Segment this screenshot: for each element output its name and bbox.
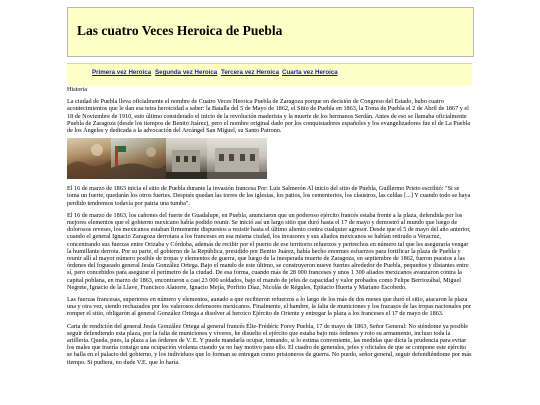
nav-link-tercera[interactable]: Tercera vez Heroica <box>221 69 280 76</box>
body-paragraph: Las fuerzas francesas, superiores en número y elementos, aunado a que recibieron refuerzos a lo largo de los más de dos meses que duró el sitio, atacaron la plaza una y otra vez, siendo rechazados por los valerosos defensores mexicanos. Finalmente, el hambre, la falta de municiones y los fracasos de las tropas nacionales por romper el sitio, obligaron al general González Ortega a disolver al heroico Ejército de Oriente y entregar la plaza a los franceses el 17 de mayo de 1863. <box>67 296 471 318</box>
building-photo-image <box>166 138 207 179</box>
body-paragraph: El 16 de marzo de 1863, los cañones del fuerte de Guadalupe, en Puebla, anunciaron que un poderoso ejército francés estaba frente a la plaza, defendida por los mejores elementos que el gobierno mexicano había podido reunir. Se inició así un largo sitio que duró hasta el 17 de mayo y demostró al mundo que luego de dolorosos reveses, los mexicanos estaban firmemente dispuestos a resistir hasta el último aliento contra cualquier agresor. Desde que el 5 de mayo del año anterior, cuando el general Ignacio Zaragoza derrotara a los franceses en esa misma ciudad, los invasores y sus aliados mexicanos se habían retirado a Veracruz, concentrando sus fuerzas entre Orizaba y Córdoba, además de recibir por el puerto de ese territorio refuerzos y pertrechos en número tal que les aseguraría vengar la humillante derrota. Por su parte, el gobierno de la República, presidido por Benito Juárez, había hecho enormes esfuerzos para fortificar la plaza de Puebla y reunir allí al mayor número posible de tropas y elementos de guerra, que luego de la inesperada muerte de Zaragoza, en septiembre de 1862, fueron puestos a las órdenes del fogueado general Jesús González Ortega. Bajo el mando de este último, se construyeron nueve fuertes alrededor de Puebla, pequeños y distantes entre sí, pero concebidos para asegurar el perímetro de la ciudad. De esa forma, cuando más de 28 000 franceses y unos 1 300 aliados mexicanos avanzaron contra la capital poblana, en marzo de 1863, encontraron a casi 23 000 soldados, bajo el mando de jefes de capacidad y valor probados como Felipe Berriozábal, Miguel Negrete, Ignacio de la Llave, Francisco Alatorre, Ignacio Mejía, Porfirio Díaz, Nicolás de Régules, Epitacio Huerta y Mariano Escobedo. <box>67 211 471 291</box>
nav-link-primera[interactable]: Primera vez Heroica <box>92 69 152 76</box>
body-paragraph: El 16 de marzo de 1863 inicia el sitio de Puebla durante la invasión francesa Por: Luis Salmerón Al inicio del sitio de Puebla, Guillermo Prieto escribió: "Si se toma un fuerte, quedarán los otros fuertes. Después quedan las torres de las iglesias, los patios, los cementerios, los claustros, las celdas [...] Y cuando todo se haya perdido tendremos todavía por patria una tumba". <box>67 185 471 207</box>
intro-paragraph: La ciudad de Puebla lleva oficialmente el nombre de Cuatro Veces Heroica Puebla de Zaragoza porque en decisión de Congreso del Estado, hubo cuatro acontecimientos que le dan esa tetra heroicidad a saber: la Batalla del 5 de Mayo de 1862, el Sitio de Puebla en 1863, la Toma de Puebla el 2 de Abril de 1867 y el 18 de Noviembre de 1910, esto último considerado el inicio de la revolución maderista y la muerte de los hermanos Serdán. Antes de eso se llamaba oficialmente Puebla de Zaragoza (desde los tiempos de Benito Juárez), pero el nombre original dado por los conquistadores españoles y los evangelizadores fue el de La Puebla de los Ángeles y dedicada a la advocación del Arcángel San Miguel, su Santo Patrono. <box>67 98 471 135</box>
section-label: Historia <box>67 86 87 93</box>
page-title: Las cuatro Veces Heroica de Puebla <box>77 23 283 38</box>
image-strip <box>67 138 472 179</box>
nav-link-segunda[interactable]: Segunda vez Heroica <box>155 69 218 76</box>
body-paragraph: Carta de rendición del general Jesús González Ortega al general francés Élie-Frédéric Forey Puebla, 17 de mayo de 1863, Señor General: No siéndome ya posible seguir defendiendo esta plaza, por la falta de municiones y víveres, he disuelto el ejército que estaba bajo mis órdenes y roto su armamento, incluso toda la artillería. Queda, pues, la plaza a las órdenes de V. E. Y puede mandarla ocupar, tomando, si lo estima conveniente, las medidas que dicta la prudencia para evitar los males que traería consigo una ocupación violenta cuando ya no hay motivo para ello. El cuadro de generales, jefes y oficiales de que se compone este ejército se halla en el palacio del gobierno, y los individuos que lo forman se entregan como prisioneros de guerra. No puedo, señor general, seguir defendiéndome por más tiempo. Si pudiera, no dude V.E. que lo haría. <box>67 322 472 366</box>
battle-painting-image <box>67 138 111 179</box>
building-photo-image <box>207 138 267 179</box>
battle-painting-image <box>111 138 166 179</box>
nav-bar <box>67 63 472 86</box>
nav-link-cuarta[interactable]: Cuarta vez Heroica <box>282 69 338 76</box>
page-header <box>67 7 474 57</box>
main-content <box>67 86 472 371</box>
